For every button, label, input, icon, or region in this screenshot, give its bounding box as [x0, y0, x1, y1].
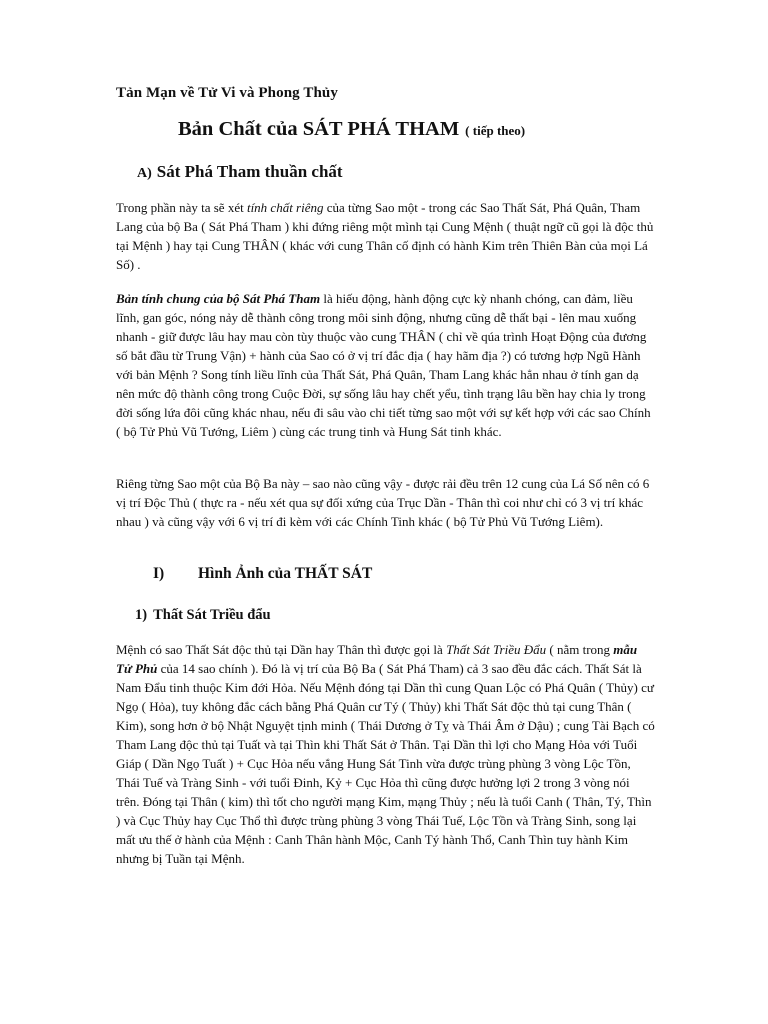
p1-emphasis: tính chất riêng [246, 200, 324, 215]
paragraph-common-nature [116, 289, 656, 441]
document-header: Tản Mạn về Tử Vi và Phong Thủy [116, 85, 338, 101]
page-title [178, 118, 525, 141]
section-i-title: Hình Ảnh của THẤT SÁT [198, 565, 373, 582]
p2-bold-italic: Bản tính chung của bộ Sát Phá Tham [116, 291, 321, 306]
paragraph-intro [116, 198, 656, 274]
paragraph-that-sat [116, 640, 656, 868]
p4-bold-italic: mẫu Tử Phủ [116, 642, 638, 676]
section-i-heading [153, 565, 372, 583]
p4-text-3: của 14 sao chính ). Đó là vị trí của Bộ Ba ( Sát Phá Tham) cả 3 sao đều đắc cách. Thất Sát là Nam Đẩu tinh thuộc Kim đới Hỏa. Nếu Mệnh đóng tại Dần thì cung Quan Lộc có Phá Quân ( Thủy) cư Ngọ ( Hỏa), tuy không đắc cách bằng Phá Quân cư Tý ( Thủy) khi Thất Sát độc thủ tại cung Thân ( Kim), song hơn ở bộ Nhật Nguyệt tịnh minh ( Thái Dương ở Tỵ và Thái Âm ở Dậu) ; cung Tài Bạch có Tham Lang độc thủ tại Tuất và tại Thìn khi Thất Sát ở Thân. Tại Dần thì lợi cho Mạng Hỏa với Tuổi Giáp ( Dần Ngọ Tuất ) + Cục Hỏa nếu vắng Hung Sát Tinh vừa được trùng phùng 3 vòng Lộc Tồn, Thái Tuế và Tràng Sinh - với tuổi Đinh, Kỷ + Cục Hỏa thì cũng được hưởng lợi 2 trong 3 vòng nói trên. Đóng tại Thân ( kim) thì tốt cho người mạng Kim, mạng Thủy ; nếu là tuổi Canh ( Thân, Tý, Thìn ) và Cục Thủy hay Cục Thổ thì được trùng phùng 3 vòng Thái Tuế, Lộc Tồn và Tràng Sinh, song lại mất ưu thế ở hành của Mệnh : Canh Thân hành Mộc, Canh Tý hành Thổ, Canh Thìn tuy hành Kim nhưng bị Tuần tại Mệnh. [116, 661, 655, 866]
paragraph-positions: Riêng từng Sao một của Bộ Ba này – sao nào cũng vậy - được rải đều trên 12 cung của Lá Số nên có 6 vị trí Độc Thủ ( thực ra - nếu xét qua sự đối xứng của Trục Dần - Thân thì coi như chỉ có 3 vị trí khác nhau ) và cũng vậy với 6 vị trí đi kèm với các Chính Tinh khác ( bộ Tử Phủ Vũ Tướng Liêm). [116, 476, 650, 529]
subsection-1-heading [135, 607, 271, 624]
title-text: Bản Chất của SÁT PHÁ THAM [178, 118, 460, 140]
p4-text-1: Mệnh có sao Thất Sát độc thủ tại Dần hay Thân thì được gọi là [116, 642, 447, 657]
p4-emphasis: Thất Sát Triều Đẩu [446, 642, 547, 657]
p4-text-2: ( nằm trong [546, 642, 614, 657]
section-a-prefix: A) [137, 166, 152, 181]
p1-text-2: của từng Sao một - trong các Sao Thất Sát, Phá Quân, Tham Lang của bộ Ba ( Sát Phá Tham ) khi đứng riêng một mình tại Cung Mệnh ( thuật ngữ cũ gọi là độc thủ tại Mệnh ) hay tại Cung THÂN ( khác với cung Thân cố định có hành Kim trên Thiên Bàn của mọi Lá Số) . [116, 200, 654, 272]
subsection-1-title: Thất Sát Triều đẩu [153, 607, 271, 623]
p1-text-1: Trong phần này ta sẽ xét [116, 200, 247, 215]
section-i-number: I) [153, 565, 165, 582]
title-note: ( tiếp theo) [465, 123, 526, 138]
subsection-1-number: 1) [135, 607, 148, 623]
section-a-title: Sát Phá Tham thuần chất [156, 162, 343, 181]
p2-text-1: là hiếu động, hành động cực kỳ nhanh chóng, can đảm, liều lĩnh, gan góc, nóng nảy dễ thành công trong môi sinh động, nhưng cũng dễ thất bại - lên mau xuống nhanh - giữ được lâu hay mau còn tùy thuộc vào cung THÂN ( chỉ về qúa trình Hoạt Động của đương số bắt đầu từ Trung Vận) + hành của Sao có ở vị trí đắc địa ( hay hãm địa ?) có tương hợp Ngũ Hành với bản Mệnh ? Song tính liều lĩnh của Thất Sát, Phá Quân, Tham Lang khác hẳn nhau ở tính gan dạ nên mức độ thành công trong Cuộc Đời, sự sống lâu hay chết yểu, tình trạng lâu bền hay chia ly trong đời sống lứa đôi cũng khác nhau, nếu đi sâu vào chi tiết từng sao một với sự kết hợp với các sao Chính ( bộ Tử Phủ Vũ Tướng, Liêm ) cùng các trung tinh và Hung Sát tinh khác. [116, 291, 651, 439]
section-a-heading [137, 162, 343, 182]
